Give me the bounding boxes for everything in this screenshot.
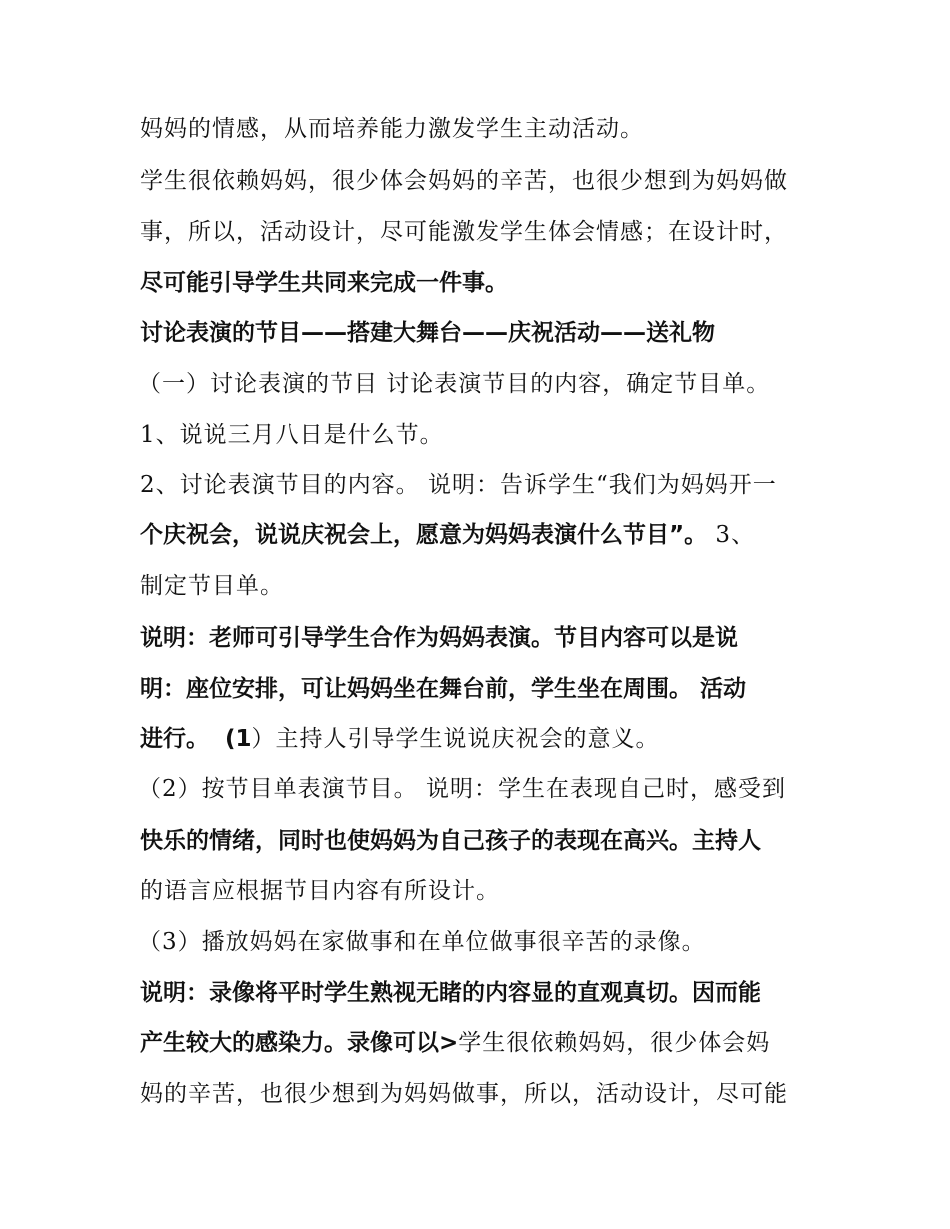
text-segment: （一）讨论表演的节目 讨论表演节目的内容，确定节目单。 bbox=[138, 371, 771, 397]
text-segment: （2）按节目单表演节目。 说明：学生在表现自己时，感受到 bbox=[138, 776, 786, 802]
text-line-18 bbox=[140, 978, 830, 1008]
text-segment: 产生较大的感染力。录像可以> bbox=[140, 1030, 459, 1056]
text-line-16 bbox=[140, 876, 830, 906]
text-segment: 妈的辛苦，也很少想到为妈妈做事，所以，活动设计，尽可能 bbox=[140, 1081, 788, 1107]
text-line-7 bbox=[140, 420, 830, 450]
text-line-15 bbox=[140, 826, 830, 856]
text-line-12 bbox=[140, 674, 830, 704]
text-segment: ）主持人引导学生说说庆祝会的意义。 bbox=[251, 726, 660, 752]
text-segment: 明：座位安排，可让妈妈坐在舞台前，学生坐在周围。 活动 bbox=[140, 676, 747, 702]
text-segment: 进行。 (1 bbox=[140, 726, 252, 752]
text-line-9 bbox=[140, 520, 830, 550]
text-segment: 尽可能引导学生共同来完成一件事。 bbox=[140, 270, 508, 296]
text-segment: 制定节目单。 bbox=[140, 573, 284, 599]
text-line-1 bbox=[140, 114, 830, 144]
text-line-4 bbox=[140, 268, 830, 298]
text-line-8 bbox=[140, 470, 830, 500]
text-line-2 bbox=[140, 166, 830, 196]
text-segment: 讨论表演的节目——搭建大舞台——庆祝活动——送礼物 bbox=[140, 320, 715, 346]
text-line-20 bbox=[140, 1079, 830, 1109]
text-line-3 bbox=[140, 217, 830, 247]
text-segment: 事，所以，活动设计，尽可能激发学生体会情感；在设计时， bbox=[140, 219, 788, 245]
text-segment: 学生很依赖妈妈，很少体会妈 bbox=[458, 1030, 771, 1056]
text-segment: 3、 bbox=[707, 522, 756, 548]
text-segment: 妈妈的情感，从而培养能力激发学生主动活动。 bbox=[140, 116, 644, 142]
text-segment: 1、说说三月八日是什么节。 bbox=[140, 422, 444, 448]
text-line-6 bbox=[138, 369, 828, 399]
text-line-5 bbox=[140, 318, 830, 348]
text-segment: （3）播放妈妈在家做事和在单位做事很辛苦的录像。 bbox=[138, 929, 706, 955]
text-line-10 bbox=[140, 571, 830, 601]
text-segment: 快乐的情绪，同时也使妈妈为自己孩子的表现在高兴。主持人 bbox=[140, 828, 761, 854]
text-line-14 bbox=[138, 774, 828, 804]
text-line-11 bbox=[140, 623, 830, 653]
text-line-17 bbox=[138, 927, 828, 957]
text-segment: 的语言应根据节目内容有所设计。 bbox=[140, 878, 500, 904]
text-segment: 2、讨论表演节目的内容。 说明：告诉学生“我们为妈妈开一 bbox=[140, 472, 777, 498]
text-segment: 学生很依赖妈妈，很少体会妈妈的辛苦，也很少想到为妈妈做 bbox=[140, 168, 788, 194]
text-line-13 bbox=[140, 724, 830, 754]
text-line-19 bbox=[140, 1028, 830, 1058]
text-segment: 说明：老师可引导学生合作为妈妈表演。节目内容可以是说 bbox=[140, 625, 738, 651]
text-segment: 说明：录像将平时学生熟视无睹的内容显的直观真切。因而能 bbox=[140, 980, 761, 1006]
text-segment: 个庆祝会，说说庆祝会上，愿意为妈妈表演什么节目”。 bbox=[140, 522, 708, 548]
